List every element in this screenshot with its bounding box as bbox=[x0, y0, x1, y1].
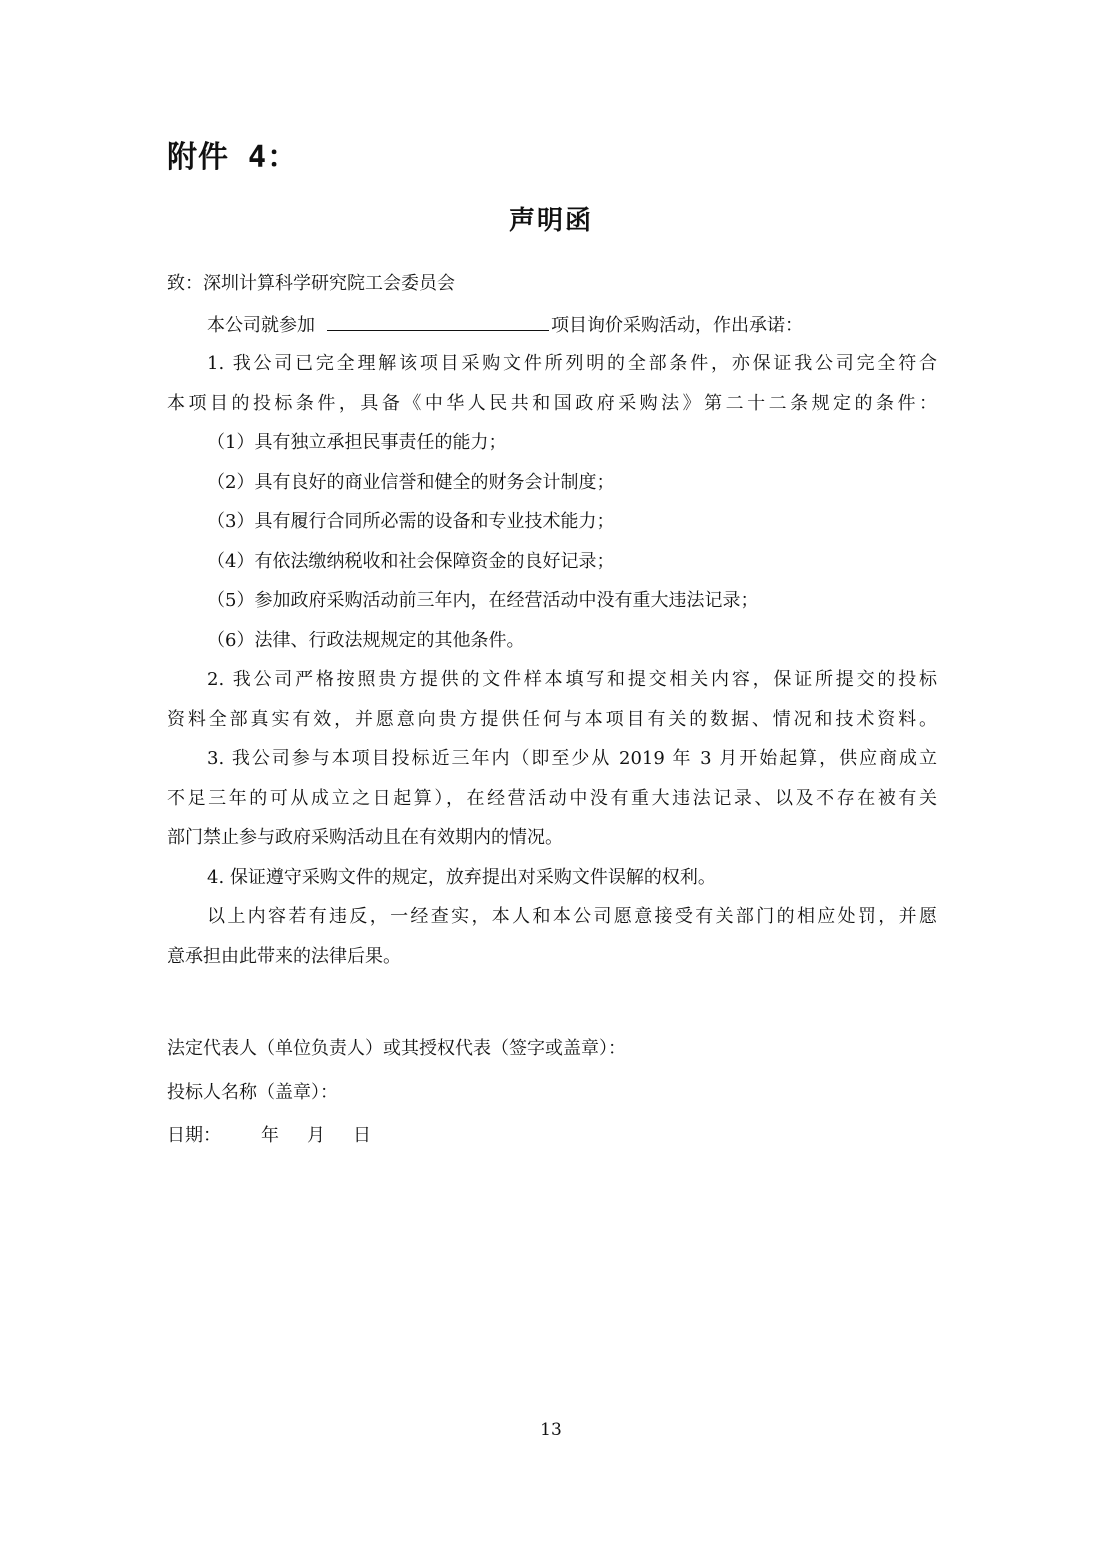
clause-3-line-3: 部门禁止参与政府采购活动且在有效期内的情况。 bbox=[167, 827, 563, 848]
intro-after-blank: 项目询价采购活动，作出承诺： bbox=[551, 315, 803, 336]
intro-before-blank: 本公司就参加 bbox=[207, 315, 315, 336]
clause-1-line-1: 1. 我公司已完全理解该项目采购文件所列明的全部条件，亦保证我公司完全符合 bbox=[207, 353, 937, 374]
date-day: 日 bbox=[353, 1125, 371, 1146]
clause-1-line-2: 本项目的投标条件，具备《中华人民共和国政府采购法》第二十二条规定的条件： bbox=[167, 393, 937, 414]
condition-5: （5）参加政府采购活动前三年内，在经营活动中没有重大违法记录； bbox=[207, 590, 759, 611]
condition-1: （1）具有独立承担民事责任的能力； bbox=[207, 432, 507, 453]
date-year: 年 bbox=[261, 1125, 279, 1146]
date-label: 日期： bbox=[167, 1125, 221, 1146]
date-month: 月 bbox=[307, 1125, 325, 1146]
closing-line-1: 以上内容若有违反，一经查实，本人和本公司愿意接受有关部门的相应处罚，并愿 bbox=[207, 906, 937, 927]
clause-4: 4. 保证遵守采购文件的规定，放弃提出对采购文件误解的权利。 bbox=[207, 867, 716, 888]
addressee: 致：深圳计算科学研究院工会委员会 bbox=[167, 273, 455, 294]
signature-date bbox=[167, 1123, 937, 1149]
condition-6: （6）法律、行政法规规定的其他条件。 bbox=[207, 630, 525, 651]
clause-2-line-1: 2. 我公司严格按照贵方提供的文件样本填写和提交相关内容，保证所提交的投标 bbox=[207, 669, 937, 690]
condition-4: （4）有依法缴纳税收和社会保障资金的良好记录； bbox=[207, 551, 615, 572]
attachment-label: 附件 4： bbox=[167, 140, 299, 175]
closing-line-2: 意承担由此带来的法律后果。 bbox=[167, 946, 401, 967]
condition-3: （3）具有履行合同所必需的设备和专业技术能力； bbox=[207, 511, 615, 532]
clause-3-line-2: 不足三年的可从成立之日起算），在经营活动中没有重大违法记录、以及不存在被有关 bbox=[167, 788, 937, 809]
document-title: 声明函 bbox=[508, 206, 593, 236]
intro-line bbox=[207, 312, 937, 339]
signature-representative: 法定代表人（单位负责人）或其授权代表（签字或盖章）： bbox=[167, 1038, 626, 1059]
clause-2-line-2: 资料全部真实有效，并愿意向贵方提供任何与本项目有关的数据、情况和技术资料。 bbox=[167, 709, 937, 730]
condition-2: （2）具有良好的商业信誉和健全的财务会计制度； bbox=[207, 472, 615, 493]
signature-bidder-name: 投标人名称（盖章）： bbox=[167, 1082, 338, 1103]
clause-3-line-1: 3. 我公司参与本项目投标近三年内（即至少从 2019 年 3 月开始起算，供应商成立 bbox=[207, 748, 937, 769]
page-number: 13 bbox=[540, 1420, 562, 1440]
project-name-blank bbox=[327, 312, 549, 331]
